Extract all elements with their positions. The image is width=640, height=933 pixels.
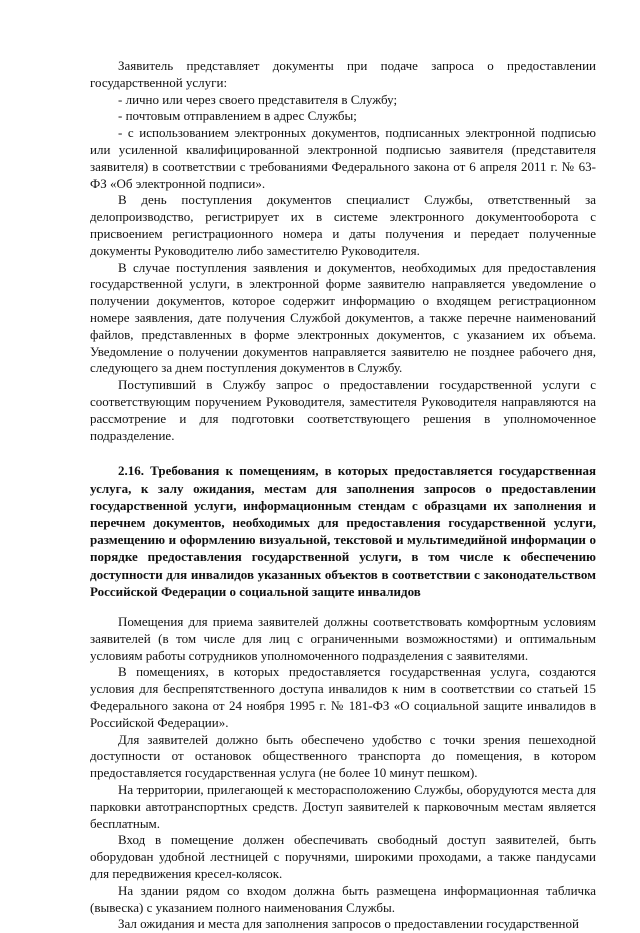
body-paragraph: Для заявителей должно быть обеспечено удобство с точки зрения пешеходной доступности от остановок общественного транспорта до помещения, в котором предоставляется государственная услуга (не более 10 минут пешком). [90, 731, 596, 781]
body-paragraph: В помещениях, в которых предоставляется государственная услуга, создаются условия для беспрепятственного доступа инвалидов к ним в соответствии со статьей 15 Федерального закона от 24 ноября 1995 г. № 181-ФЗ «О социальной защите инвалидов в Российской Федерации». [90, 664, 596, 730]
body-paragraph: Зал ожидания и места для заполнения запросов о предоставлении государственной [118, 916, 579, 932]
method-item: - лично или через своего представителя в Службу; [118, 91, 398, 107]
document-page [90, 58, 596, 933]
body-paragraph: Вход в помещение должен обеспечивать свободный доступ заявителей, быть оборудован удобной лестницей с поручнями, широкими проходами, а также пандусами для передвижения кресел-колясок. [90, 832, 596, 881]
body-paragraph: На территории, прилегающей к месторасположению Службы, оборудуются места для парковки автотранспортных средств. Доступ заявителей к парковочным местам является бесплатным. [90, 781, 596, 831]
body-paragraph: На здании рядом со входом должна быть размещена информационная табличка (вывеска) с указанием полного наименования Службы. [90, 882, 596, 915]
body-paragraph: В день поступления документов специалист Службы, ответственный за делопроизводство, регистрирует их в системе электронного документооборота с присвоением регистрационного номера и даты получения и передает полученные документы Руководителю либо заместителю Руководителя. [90, 192, 596, 258]
intro-paragraph: Заявитель представляет документы при подаче запроса о предоставлении государственной услуги: [90, 58, 596, 90]
method-item: - почтовым отправлением в адрес Службы; [118, 108, 357, 124]
body-paragraph: В случае поступления заявления и документов, необходимых для предоставления государственной услуги, в электронной форме заявителю направляется уведомление о получении документов, которое содержит информацию о входящем регистрационном номере заявления, дате получения Службой документов, а также перечне наименований файлов, представленных в форме электронных документов, с указанием их объема. Уведомление о получении документов направляется заявителю не позднее рабочего дня, следующего за днем поступления документов в Службу. [90, 259, 596, 376]
method-item: - с использованием электронных документов, подписанных электронной подписью или усиленной квалифицированной электронной подписью заявителя (представителя заявителя) в соответствии с требованиями Федерального закона от 6 апреля 2011 г. № 63-ФЗ «Об электронной подписи». [90, 125, 596, 191]
section-heading: 2.16. Требования к помещениям, в которых предоставляется государственная услуга, к залу ожидания, местам для заполнения запросов о предоставлении государственной услуги, информационным стендам с образцами их заполнения и перечнем документов, необходимых для предоставления государственной услуги, размещению и оформлению визуальной, текстовой и мультимедийной информации о порядке предоставления государственной услуги, в том числе к обеспечению доступности для инвалидов указанных объектов в соответствии с законодательством Российской Федерации о социальной защите инвалидов [90, 463, 596, 599]
body-paragraph: Помещения для приема заявителей должны соответствовать комфортным условиям заявителей (в том числе для лиц с ограниченными возможностями) и оптимальным условиям работы сотрудников уполномоченного подразделения с заявителями. [90, 613, 596, 663]
body-paragraph: Поступивший в Службу запрос о предоставлении государственной услуги с соответствующим поручением Руководителя, заместителя Руководителя направляются на рассмотрение и для подготовки соответствующего решения в уполномоченное подразделение. [90, 377, 596, 443]
